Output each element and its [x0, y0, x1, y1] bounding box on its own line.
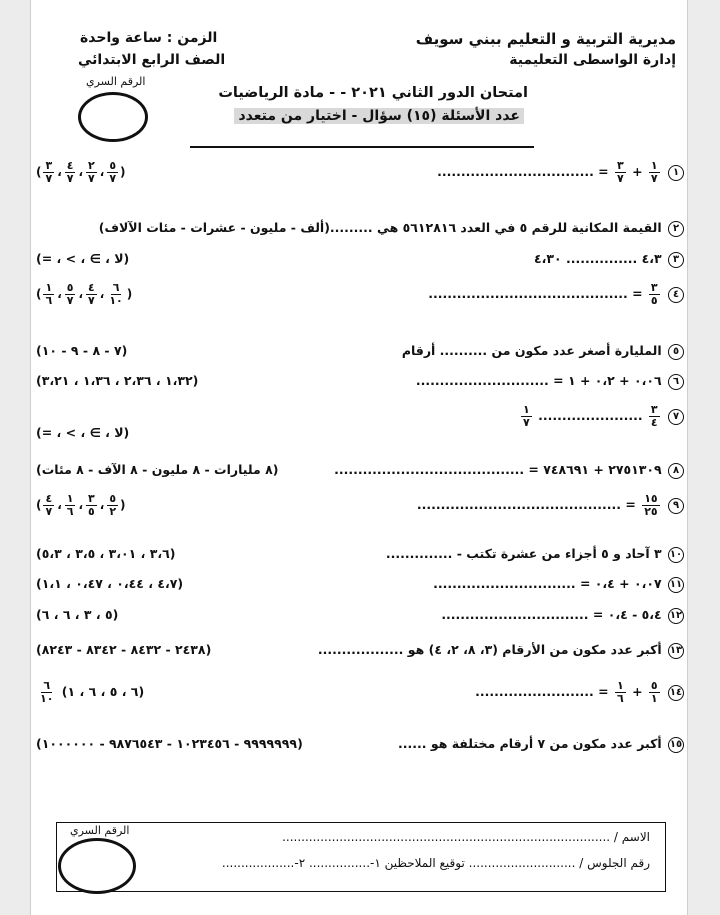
- answer-blank[interactable]: = .........................: [475, 684, 609, 699]
- question-15: [398, 736, 684, 753]
- question-text: المليارة أصغر عدد مكون من .......... أرقام: [401, 343, 662, 358]
- question-number: ٨: [668, 463, 684, 479]
- question-count-title: عدد الأسئلة (١٥) سؤال - اختيار من متعدد: [234, 108, 524, 124]
- question-text: أكبر عدد مكون من الأرقام (٣، ٨، ٢، ٤) هو ..................: [317, 642, 662, 657]
- fraction: $\frac{٣}{٥}$: [650, 281, 658, 307]
- question-5: [402, 343, 684, 360]
- question-number: ٦: [668, 374, 684, 390]
- question-text: ٠،٠٧ + ٠،٤ = ..............................: [433, 576, 662, 591]
- question-number: ١٤: [668, 685, 684, 701]
- question-8: [334, 462, 684, 479]
- question-number: ١٥: [668, 737, 684, 753]
- question-10-options: (٣،٦ ، ٣،٠١ ، ٣،٥ ، ٥،٣): [36, 546, 176, 561]
- question-7-options: (لا ، ∋ ، > ، =): [36, 425, 130, 440]
- question-3-options: (لا ، ∋ ، > ، =): [36, 251, 130, 266]
- question-number: ٢: [668, 221, 684, 237]
- question-number: ٩: [668, 498, 684, 514]
- question-12-options: (٥ ، ٣ ، ٦ ، ٦): [36, 607, 119, 622]
- question-number: ١٣: [668, 643, 684, 659]
- question-13-options: (٢٤٣٨ - ٨٤٣٢ - ٨٣٤٢ - ٨٢٤٣): [36, 642, 212, 657]
- question-9: [417, 493, 684, 518]
- time-label: الزمن : ساعة واحدة: [80, 30, 218, 46]
- fraction: $\frac{١٥}{٢٥}$: [644, 492, 658, 518]
- fraction: $\frac{٣}{٧}$: [617, 159, 624, 185]
- question-2: [99, 220, 684, 237]
- question-6: [416, 373, 684, 390]
- answer-blank[interactable]: = .................................: [437, 164, 609, 179]
- question-1-options: ( $\frac{٥}{٧}$ ، $\frac{٢}{٧}$ ، $\frac{٤}{٧}$ ، $\frac{٣}{٧}$ ): [36, 159, 126, 185]
- question-11-options: (٤،٧ ، ٠،٤٤ ، ٠،٤٧ ، ١،١): [36, 576, 184, 591]
- fraction: $\frac{١}{٦}$: [617, 679, 624, 705]
- question-number: ٥: [668, 344, 684, 360]
- question-text: أكبر عدد مكون من ٧ أرقام مختلفة هو ......: [398, 736, 662, 751]
- question-11: [433, 576, 684, 593]
- question-number: ٤: [668, 287, 684, 303]
- footer-secret-label: الرقم السري: [70, 824, 130, 837]
- question-4-options: ( $\frac{٦}{١٠}$ ، $\frac{٤}{٧}$ ، $\frac{٥}{٧}$ ، $\frac{١}{٦}$ ): [36, 281, 133, 307]
- fraction: $\frac{١}{٧}$: [523, 403, 530, 429]
- secret-number-circle: [78, 92, 148, 142]
- question-6-options: (١،٣٢ ، ٢،٣٦ ، ١،٣٦ ، ٣،٢١): [36, 373, 199, 388]
- fraction: $\frac{٥}{١}$: [650, 679, 658, 705]
- question-10: [386, 546, 684, 563]
- question-7: [519, 404, 684, 429]
- grade-label: الصف الرابع الابتدائي: [78, 52, 226, 68]
- answer-blank[interactable]: = ...........................................: [416, 497, 636, 512]
- question-number: ١٢: [668, 608, 684, 624]
- fraction: $\frac{١}{٧}$: [650, 159, 658, 185]
- question-text: ٠،٠٦ + ٠،٢ + ١ = ............................: [415, 373, 662, 388]
- question-4: [428, 282, 684, 307]
- answer-blank[interactable]: ......................: [538, 408, 643, 423]
- secret-number-label: الرقم السري: [86, 75, 146, 88]
- question-12: [441, 607, 684, 624]
- administration-title: إدارة الواسطى التعليمية: [509, 52, 676, 68]
- question-5-options: (٧ - ٨ - ٩ - ١٠): [36, 343, 128, 358]
- directorate-title: مديرية التربية و التعليم ببني سويف: [415, 30, 676, 48]
- exam-title: امتحان الدور الثاني ٢٠٢١ - - مادة الرياضيات: [218, 85, 528, 101]
- question-number: ١٠: [668, 547, 684, 563]
- question-text: ٤،٣ ............... ٤،٣٠: [534, 251, 662, 266]
- answer-blank[interactable]: = ..........................................: [428, 286, 643, 301]
- question-number: ١١: [668, 577, 684, 593]
- question-text: ٥،٤ - ٠،٤ = ...............................: [441, 607, 662, 622]
- question-text: القيمة المكانية للرقم ٥ في العدد ٥٦١٢٨١٦ هي .........(ألف - مليون - عشرات - مئات الآلاف): [98, 220, 662, 235]
- question-15-options: (٩٩٩٩٩٩٩ - ١٠٢٣٤٥٦ - ٩٨٧٦٥٤٣ - ١٠٠٠٠٠٠): [36, 736, 303, 751]
- question-number: ٣: [668, 252, 684, 268]
- footer-secret-circle: [58, 838, 136, 894]
- question-9-options: ( $\frac{٥}{٢}$ ، $\frac{٣}{٥}$ ، $\frac{١}{٦}$ ، $\frac{٤}{٧}$ ): [36, 492, 126, 518]
- question-14-options: (٦ ، ٥ ، ٦ ، ١) $\frac{٦}{١٠}$: [40, 679, 145, 705]
- question-text: ٢٧٥١٣٠٩ + ٧٤٨٦٩١ = ........................................: [334, 462, 662, 477]
- question-text: ٣ آحاد و ٥ أجزاء من عشرة تكتب - ..............: [385, 546, 662, 561]
- question-3: [534, 251, 684, 268]
- seat-number-field[interactable]: رقم الجلوس / ............................ توقيع الملاحظين ١-................ ٢-...................: [221, 856, 650, 870]
- question-8-options: (٨ مليارات - ٨ مليون - ٨ الآف - ٨ مئات): [36, 462, 279, 477]
- question-number: ١: [668, 165, 684, 181]
- question-13: [318, 642, 684, 659]
- question-14: ١٤ $\frac{٥}{١}$ + $\frac{١}{٦}$ = .........................: [475, 679, 683, 705]
- question-1: ١ $\frac{١}{٧}$ + $\frac{٣}{٧}$ = .................................: [437, 160, 684, 185]
- header-divider: [190, 146, 534, 148]
- name-field[interactable]: الاسم / ......................................................................................: [282, 830, 650, 844]
- question-number: ٧: [668, 409, 684, 425]
- fraction: $\frac{٣}{٤}$: [650, 403, 658, 429]
